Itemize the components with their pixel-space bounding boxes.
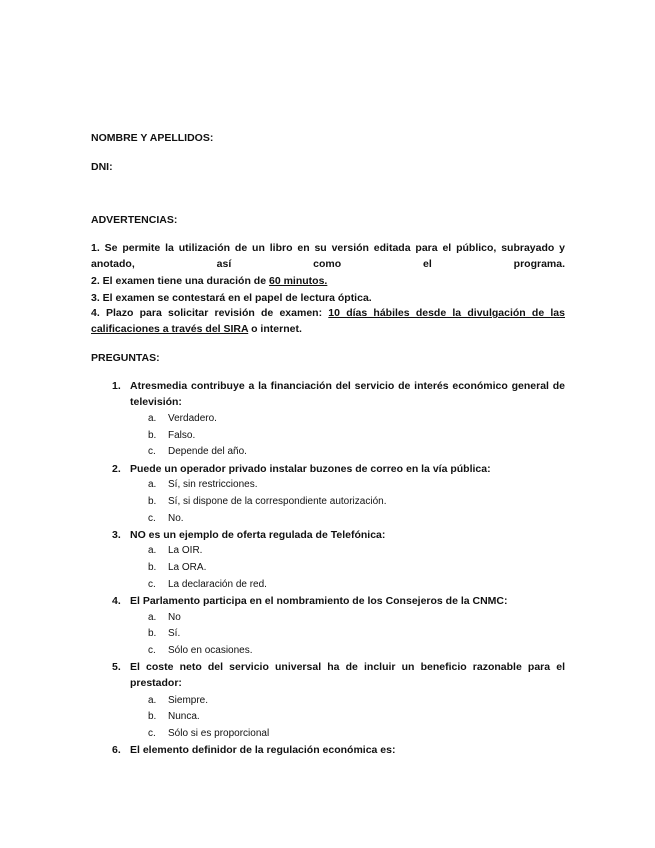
question-number: 2. bbox=[112, 463, 121, 475]
option-text: Siempre. bbox=[168, 695, 209, 706]
option-letter: b. bbox=[148, 430, 157, 441]
question-text: Puede un operador privado instalar buzones de correo en la vía pública: bbox=[130, 463, 491, 475]
question-text: NO es un ejemplo de oferta regulada de Telefónica: bbox=[130, 529, 386, 541]
warning-item-4-suffix: o internet. bbox=[248, 323, 302, 335]
option-letter: a. bbox=[148, 695, 157, 706]
warning-item-2-text: 2. El examen tiene una duración de bbox=[91, 275, 269, 287]
question-number: 6. bbox=[112, 744, 121, 756]
question-number: 4. bbox=[112, 595, 121, 607]
option-text: Nunca. bbox=[168, 711, 200, 722]
question-number: 1. bbox=[112, 380, 121, 392]
warning-item-4-text: 4. Plazo para solicitar revisión de examen: bbox=[91, 307, 329, 319]
option-text: La OIR. bbox=[168, 545, 203, 556]
warnings-title: ADVERTENCIAS: bbox=[91, 214, 178, 226]
option-text: La declaración de red. bbox=[168, 579, 267, 590]
option-letter: c. bbox=[148, 728, 156, 739]
warning-item-1: 1. Se permite la utilización de un libro en su versión editada para el público, subrayado y anotado, así como el programa. bbox=[91, 242, 565, 270]
option-letter: b. bbox=[148, 628, 157, 639]
option-letter: b. bbox=[148, 711, 157, 722]
question-text: El Parlamento participa en el nombramiento de los Consejeros de la CNMC: bbox=[130, 595, 508, 607]
warning-item-4 bbox=[91, 305, 565, 337]
option-text: Sí, si dispone de la correspondiente autorización. bbox=[168, 496, 387, 507]
option-text: La ORA. bbox=[168, 562, 207, 573]
questions-title: PREGUNTAS: bbox=[91, 352, 160, 364]
warning-item-3: 3. El examen se contestará en el papel de lectura óptica. bbox=[91, 292, 372, 304]
question-text: El coste neto del servicio universal ha de incluir un beneficio razonable para el prestador: bbox=[130, 661, 565, 689]
option-letter: c. bbox=[148, 645, 156, 656]
option-text: Falso. bbox=[168, 430, 196, 441]
option-text: Sólo en ocasiones. bbox=[168, 645, 253, 656]
warning-item-2 bbox=[91, 274, 327, 288]
dni-label: DNI: bbox=[91, 161, 113, 173]
option-letter: b. bbox=[148, 562, 157, 573]
option-letter: a. bbox=[148, 479, 157, 490]
option-letter: c. bbox=[148, 446, 156, 457]
option-text: Depende del año. bbox=[168, 446, 247, 457]
option-letter: a. bbox=[148, 545, 157, 556]
option-text: Sí, sin restricciones. bbox=[168, 479, 258, 490]
exam-duration: 60 minutos. bbox=[268, 275, 328, 287]
option-text: Sólo si es proporcional bbox=[168, 728, 270, 739]
option-text: Sí. bbox=[168, 628, 181, 639]
option-letter: a. bbox=[148, 413, 157, 424]
option-letter: b. bbox=[148, 496, 157, 507]
name-label: NOMBRE Y APELLIDOS: bbox=[91, 132, 214, 144]
option-letter: a. bbox=[148, 612, 157, 623]
question-number: 5. bbox=[112, 661, 121, 673]
option-letter: c. bbox=[148, 513, 156, 524]
option-text: Verdadero. bbox=[168, 413, 217, 424]
option-text: No. bbox=[168, 513, 184, 524]
question-text: Atresmedia contribuye a la financiación del servicio de interés económico general de televisión: bbox=[130, 380, 565, 408]
question-text: El elemento definidor de la regulación económica es: bbox=[130, 744, 396, 756]
option-text: No bbox=[168, 612, 181, 623]
review-deadline: 10 días hábiles desde la divulgación de las calificaciones a través del SIRA bbox=[91, 307, 565, 335]
question-number: 3. bbox=[112, 529, 121, 541]
option-letter: c. bbox=[148, 579, 156, 590]
